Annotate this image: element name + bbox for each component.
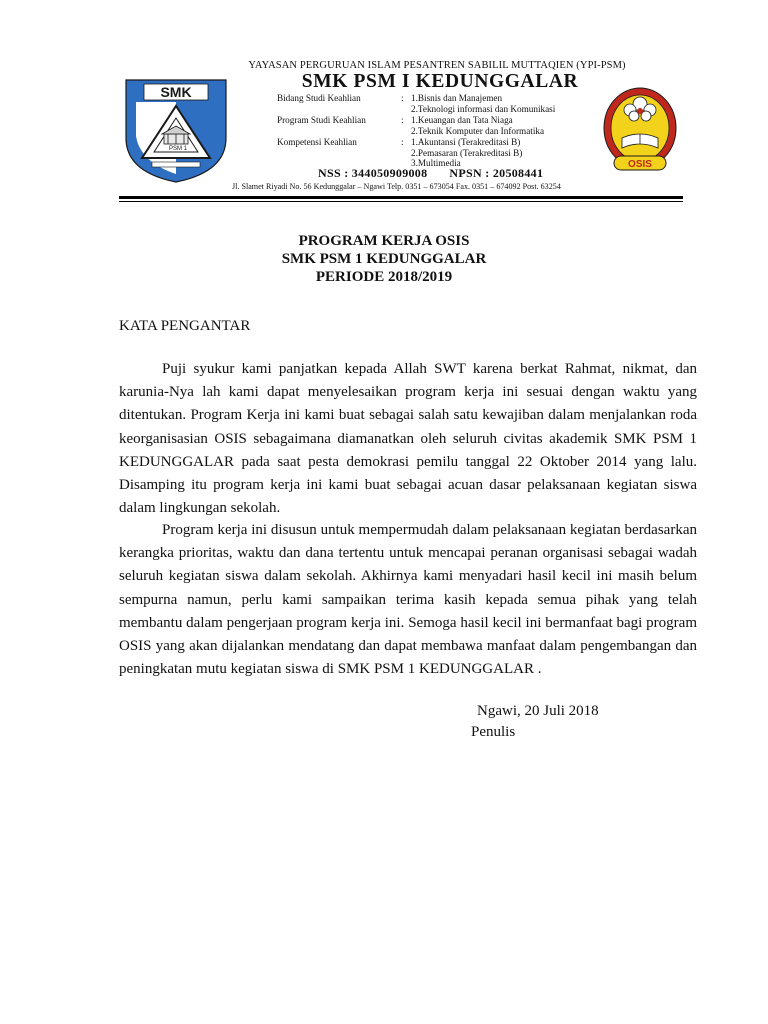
- preface-heading: KATA PENGANTAR: [119, 318, 251, 334]
- signature-place-date: Ngawi, 20 Juli 2018: [477, 703, 599, 719]
- foundation-name: YAYASAN PERGURUAN ISLAM PESANTREN SABILIL MUTTAQIEN (YPI-PSM): [248, 60, 626, 71]
- school-ids: [318, 166, 543, 181]
- paragraph-text: Puji syukur kami panjatkan kepada Allah SWT karena berkat Rahmat, nikmat, dan karunia-Nya lah kami dapat menyelesaikan program kerja ini sesuai dengan waktu yang ditentukan. Program Kerja ini kami buat sebagai salah satu kewajiban dalam menjalankan roda keorganisasian OSIS sebagaimana diamanatkan oleh seluruh civitas akademik SMK PSM 1 KEDUNGGALAR pada saat pesta demokrasi pemilu tanggal 22 Oktober 2014 yang lalu. Disamping itu program kerja ini kami buat sebagai acuan dasar pelaksanaan kegiatan siswa dalam lingkungan sekolah.: [119, 361, 697, 517]
- info-value: 2.Teknik Komputer dan Informatika: [411, 125, 545, 136]
- letterhead-divider-thick: [119, 196, 683, 199]
- letterhead-divider-thin: [119, 201, 683, 202]
- school-address: Jl. Slamet Riyadi No. 56 Kedunggalar – Ngawi Telp. 0351 – 673054 Fax. 0351 – 674092 Post. 63254: [232, 182, 561, 191]
- info-colon: :: [401, 115, 404, 125]
- document-title: PROGRAM KERJA OSIS: [298, 233, 470, 249]
- npsn-number: NPSN : 20508441: [449, 166, 544, 180]
- preface-paragraph-2: [119, 519, 697, 681]
- info-colon: :: [401, 137, 404, 147]
- info-value: 2.Teknologi informasi dan Komunikasi: [411, 103, 556, 114]
- document-subtitle: SMK PSM 1 KEDUNGGALAR: [281, 251, 487, 267]
- logo-right-text: OSIS: [628, 159, 652, 170]
- info-row-bidang: [277, 93, 555, 114]
- info-colon: :: [401, 93, 404, 103]
- logo-left-subtext: PSM 1: [168, 146, 188, 152]
- info-row-program: [277, 115, 544, 136]
- school-logo: [122, 76, 230, 184]
- info-label: Program Studi Keahlian: [277, 115, 366, 125]
- info-label: Bidang Studi Keahlian: [277, 93, 361, 103]
- logo-left-text: SMK: [160, 84, 192, 100]
- school-name: SMK PSM I KEDUNGGALAR: [301, 71, 579, 92]
- info-row-kompetensi: [277, 137, 522, 169]
- paragraph-text: Program kerja ini disusun untuk mempermudah dalam pelaksanaan kegiatan berdasarkan kerangka prioritas, waktu dan dana tertentu untuk mencapai peranan organisasi sebagai wadah seluruh kegiatan siswa dalam sekolah. Akhirnya kami menyadari hasil kecil ini masih belum sempurna namun, perlu kami sampaikan terima kasih kepada semua pihak yang telah membantu dalam pengerjaan program kerja ini. Semoga hasil kecil ini bermanfaat bagi program OSIS yang akan dijalankan mendatang dan dapat membawa manfaat dalam pengembangan dan peningkatan mutu kegiatan siswa di SMK PSM 1 KEDUNGGALAR .: [119, 522, 697, 678]
- document-period: PERIODE 2018/2019: [315, 269, 453, 285]
- info-value: 1.Keuangan dan Tata Niaga: [411, 115, 513, 125]
- nss-number: NSS : 344050909008: [318, 166, 428, 180]
- info-value: 2.Pemasaran (Terakreditasi B): [411, 147, 523, 158]
- info-label: Kompetensi Keahlian: [277, 137, 357, 147]
- preface-paragraph-1: [119, 358, 697, 520]
- info-value: 1.Akuntansi (Terakreditasi B): [411, 137, 521, 147]
- info-value: 1.Bisnis dan Manajemen: [411, 93, 503, 103]
- osis-logo: [600, 84, 680, 180]
- signature-author: Penulis: [471, 724, 516, 740]
- info-value: 3.Multimedia: [411, 158, 461, 168]
